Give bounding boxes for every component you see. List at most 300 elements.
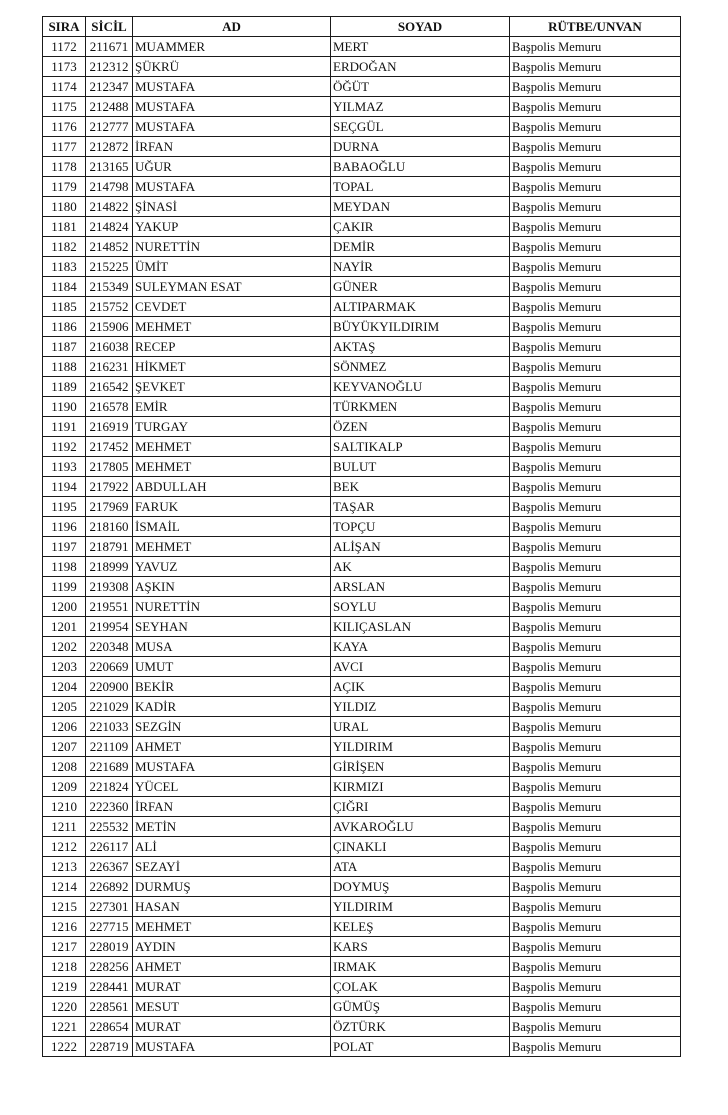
- table-row: [43, 117, 681, 137]
- cell-ad: METİN: [133, 817, 331, 837]
- cell-ad: MEHMET: [133, 437, 331, 457]
- cell-soyad: ÇAKIR: [331, 217, 510, 237]
- table-body: [43, 37, 681, 1057]
- cell-rutbe: Başpolis Memuru: [510, 677, 681, 697]
- cell-ad: KADİR: [133, 697, 331, 717]
- header-ad: AD: [133, 17, 331, 37]
- cell-sicil: 212777: [86, 117, 133, 137]
- cell-ad: MUSA: [133, 637, 331, 657]
- table-row: [43, 77, 681, 97]
- cell-soyad: ÇIĞRI: [331, 797, 510, 817]
- table-row: [43, 837, 681, 857]
- cell-rutbe: Başpolis Memuru: [510, 477, 681, 497]
- cell-rutbe: Başpolis Memuru: [510, 397, 681, 417]
- cell-ad: YAKUP: [133, 217, 331, 237]
- cell-ad: CEVDET: [133, 297, 331, 317]
- cell-rutbe: Başpolis Memuru: [510, 117, 681, 137]
- cell-ad: AŞKIN: [133, 577, 331, 597]
- cell-rutbe: Başpolis Memuru: [510, 917, 681, 937]
- cell-soyad: ERDOĞAN: [331, 57, 510, 77]
- personnel-list-document: [42, 16, 681, 1057]
- cell-rutbe: Başpolis Memuru: [510, 797, 681, 817]
- cell-rutbe: Başpolis Memuru: [510, 177, 681, 197]
- cell-sira: 1206: [43, 717, 86, 737]
- cell-sira: 1200: [43, 597, 86, 617]
- cell-ad: MUSTAFA: [133, 117, 331, 137]
- cell-rutbe: Başpolis Memuru: [510, 357, 681, 377]
- cell-rutbe: Başpolis Memuru: [510, 757, 681, 777]
- cell-ad: MEHMET: [133, 917, 331, 937]
- cell-ad: MESUT: [133, 997, 331, 1017]
- cell-sira: 1221: [43, 1017, 86, 1037]
- cell-ad: AHMET: [133, 737, 331, 757]
- cell-sira: 1210: [43, 797, 86, 817]
- cell-sira: 1204: [43, 677, 86, 697]
- cell-sicil: 228561: [86, 997, 133, 1017]
- cell-rutbe: Başpolis Memuru: [510, 837, 681, 857]
- cell-sira: 1220: [43, 997, 86, 1017]
- cell-sicil: 220669: [86, 657, 133, 677]
- cell-sira: 1209: [43, 777, 86, 797]
- cell-soyad: ATA: [331, 857, 510, 877]
- cell-sicil: 219551: [86, 597, 133, 617]
- cell-sicil: 215225: [86, 257, 133, 277]
- cell-ad: ALİ: [133, 837, 331, 857]
- cell-rutbe: Başpolis Memuru: [510, 817, 681, 837]
- cell-sicil: 216231: [86, 357, 133, 377]
- table-row: [43, 697, 681, 717]
- cell-sira: 1180: [43, 197, 86, 217]
- cell-soyad: GİRİŞEN: [331, 757, 510, 777]
- cell-soyad: URAL: [331, 717, 510, 737]
- cell-soyad: SÖNMEZ: [331, 357, 510, 377]
- personnel-table: [42, 16, 681, 1057]
- cell-sicil: 214798: [86, 177, 133, 197]
- table-header-row: [43, 17, 681, 37]
- cell-soyad: BÜYÜKYILDIRIM: [331, 317, 510, 337]
- table-row: [43, 637, 681, 657]
- cell-rutbe: Başpolis Memuru: [510, 957, 681, 977]
- cell-soyad: AVKAROĞLU: [331, 817, 510, 837]
- cell-sicil: 218160: [86, 517, 133, 537]
- cell-sira: 1182: [43, 237, 86, 257]
- table-row: [43, 397, 681, 417]
- cell-ad: MUSTAFA: [133, 757, 331, 777]
- cell-ad: SEZAYİ: [133, 857, 331, 877]
- cell-ad: MUSTAFA: [133, 177, 331, 197]
- cell-rutbe: Başpolis Memuru: [510, 517, 681, 537]
- cell-soyad: KIRMIZI: [331, 777, 510, 797]
- cell-sicil: 221029: [86, 697, 133, 717]
- cell-sira: 1201: [43, 617, 86, 637]
- cell-sira: 1217: [43, 937, 86, 957]
- cell-soyad: ALİŞAN: [331, 537, 510, 557]
- table-row: [43, 457, 681, 477]
- cell-soyad: BABAOĞLU: [331, 157, 510, 177]
- cell-soyad: YILDIRIM: [331, 737, 510, 757]
- cell-sira: 1198: [43, 557, 86, 577]
- cell-sicil: 215752: [86, 297, 133, 317]
- cell-rutbe: Başpolis Memuru: [510, 497, 681, 517]
- cell-rutbe: Başpolis Memuru: [510, 1017, 681, 1037]
- table-row: [43, 337, 681, 357]
- cell-soyad: ÖZTÜRK: [331, 1017, 510, 1037]
- cell-sicil: 216919: [86, 417, 133, 437]
- cell-rutbe: Başpolis Memuru: [510, 577, 681, 597]
- table-row: [43, 237, 681, 257]
- cell-soyad: SALTIKALP: [331, 437, 510, 457]
- cell-sicil: 213165: [86, 157, 133, 177]
- cell-sira: 1203: [43, 657, 86, 677]
- cell-rutbe: Başpolis Memuru: [510, 377, 681, 397]
- table-row: [43, 317, 681, 337]
- cell-rutbe: Başpolis Memuru: [510, 637, 681, 657]
- cell-sira: 1212: [43, 837, 86, 857]
- cell-sira: 1186: [43, 317, 86, 337]
- cell-soyad: DURNA: [331, 137, 510, 157]
- cell-ad: ŞÜKRÜ: [133, 57, 331, 77]
- table-row: [43, 557, 681, 577]
- cell-ad: BEKİR: [133, 677, 331, 697]
- cell-sicil: 226367: [86, 857, 133, 877]
- cell-rutbe: Başpolis Memuru: [510, 437, 681, 457]
- cell-rutbe: Başpolis Memuru: [510, 557, 681, 577]
- cell-rutbe: Başpolis Memuru: [510, 1037, 681, 1057]
- cell-sira: 1218: [43, 957, 86, 977]
- table-row: [43, 657, 681, 677]
- table-row: [43, 777, 681, 797]
- cell-sira: 1188: [43, 357, 86, 377]
- cell-ad: İRFAN: [133, 797, 331, 817]
- table-row: [43, 817, 681, 837]
- cell-rutbe: Başpolis Memuru: [510, 417, 681, 437]
- cell-soyad: KILIÇASLAN: [331, 617, 510, 637]
- cell-soyad: POLAT: [331, 1037, 510, 1057]
- cell-sicil: 221689: [86, 757, 133, 777]
- cell-rutbe: Başpolis Memuru: [510, 457, 681, 477]
- cell-ad: MEHMET: [133, 457, 331, 477]
- cell-sira: 1197: [43, 537, 86, 557]
- cell-sicil: 215906: [86, 317, 133, 337]
- table-row: [43, 1037, 681, 1057]
- cell-rutbe: Başpolis Memuru: [510, 157, 681, 177]
- cell-ad: MURAT: [133, 1017, 331, 1037]
- cell-sicil: 222360: [86, 797, 133, 817]
- cell-sicil: 226892: [86, 877, 133, 897]
- cell-rutbe: Başpolis Memuru: [510, 137, 681, 157]
- cell-sicil: 212312: [86, 57, 133, 77]
- cell-soyad: SOYLU: [331, 597, 510, 617]
- table-row: [43, 957, 681, 977]
- cell-soyad: TÜRKMEN: [331, 397, 510, 417]
- table-row: [43, 737, 681, 757]
- cell-sira: 1174: [43, 77, 86, 97]
- cell-soyad: TOPÇU: [331, 517, 510, 537]
- table-row: [43, 937, 681, 957]
- cell-sira: 1219: [43, 977, 86, 997]
- cell-soyad: KELEŞ: [331, 917, 510, 937]
- cell-ad: MUAMMER: [133, 37, 331, 57]
- cell-sicil: 219308: [86, 577, 133, 597]
- cell-sira: 1213: [43, 857, 86, 877]
- cell-soyad: BEK: [331, 477, 510, 497]
- cell-soyad: YILMAZ: [331, 97, 510, 117]
- table-row: [43, 37, 681, 57]
- cell-sira: 1199: [43, 577, 86, 597]
- cell-rutbe: Başpolis Memuru: [510, 597, 681, 617]
- cell-sicil: 226117: [86, 837, 133, 857]
- cell-ad: MUSTAFA: [133, 77, 331, 97]
- cell-sicil: 217805: [86, 457, 133, 477]
- cell-soyad: TOPAL: [331, 177, 510, 197]
- table-row: [43, 297, 681, 317]
- cell-sicil: 227301: [86, 897, 133, 917]
- cell-soyad: YILDIZ: [331, 697, 510, 717]
- cell-sicil: 212872: [86, 137, 133, 157]
- cell-ad: UMUT: [133, 657, 331, 677]
- cell-sira: 1195: [43, 497, 86, 517]
- cell-sira: 1175: [43, 97, 86, 117]
- cell-sicil: 214822: [86, 197, 133, 217]
- cell-sira: 1208: [43, 757, 86, 777]
- cell-ad: TURGAY: [133, 417, 331, 437]
- cell-soyad: ÖZEN: [331, 417, 510, 437]
- cell-sira: 1193: [43, 457, 86, 477]
- cell-rutbe: Başpolis Memuru: [510, 297, 681, 317]
- cell-rutbe: Başpolis Memuru: [510, 737, 681, 757]
- table-row: [43, 517, 681, 537]
- cell-sicil: 221824: [86, 777, 133, 797]
- cell-sira: 1176: [43, 117, 86, 137]
- cell-sira: 1189: [43, 377, 86, 397]
- table-row: [43, 437, 681, 457]
- cell-sicil: 216038: [86, 337, 133, 357]
- cell-sicil: 220348: [86, 637, 133, 657]
- cell-sicil: 227715: [86, 917, 133, 937]
- table-row: [43, 377, 681, 397]
- cell-sicil: 217922: [86, 477, 133, 497]
- cell-soyad: KAYA: [331, 637, 510, 657]
- table-row: [43, 677, 681, 697]
- cell-ad: ŞEVKET: [133, 377, 331, 397]
- cell-ad: ŞİNASİ: [133, 197, 331, 217]
- header-sicil: SİCİL: [86, 17, 133, 37]
- table-row: [43, 877, 681, 897]
- cell-sicil: 212347: [86, 77, 133, 97]
- cell-sira: 1185: [43, 297, 86, 317]
- table-row: [43, 357, 681, 377]
- cell-rutbe: Başpolis Memuru: [510, 777, 681, 797]
- cell-soyad: ÖĞÜT: [331, 77, 510, 97]
- cell-soyad: MEYDAN: [331, 197, 510, 217]
- table-row: [43, 617, 681, 637]
- table-row: [43, 197, 681, 217]
- cell-sira: 1173: [43, 57, 86, 77]
- cell-rutbe: Başpolis Memuru: [510, 337, 681, 357]
- cell-ad: UĞUR: [133, 157, 331, 177]
- cell-sira: 1178: [43, 157, 86, 177]
- cell-rutbe: Başpolis Memuru: [510, 617, 681, 637]
- cell-soyad: NAYİR: [331, 257, 510, 277]
- cell-rutbe: Başpolis Memuru: [510, 237, 681, 257]
- cell-ad: HİKMET: [133, 357, 331, 377]
- cell-sicil: 218999: [86, 557, 133, 577]
- table-row: [43, 757, 681, 777]
- cell-rutbe: Başpolis Memuru: [510, 997, 681, 1017]
- cell-sicil: 220900: [86, 677, 133, 697]
- cell-rutbe: Başpolis Memuru: [510, 97, 681, 117]
- table-row: [43, 977, 681, 997]
- cell-rutbe: Başpolis Memuru: [510, 977, 681, 997]
- cell-ad: MUSTAFA: [133, 97, 331, 117]
- cell-ad: EMİR: [133, 397, 331, 417]
- cell-rutbe: Başpolis Memuru: [510, 257, 681, 277]
- cell-rutbe: Başpolis Memuru: [510, 877, 681, 897]
- cell-rutbe: Başpolis Memuru: [510, 277, 681, 297]
- cell-ad: DURMUŞ: [133, 877, 331, 897]
- cell-sira: 1196: [43, 517, 86, 537]
- cell-ad: AHMET: [133, 957, 331, 977]
- cell-sicil: 217452: [86, 437, 133, 457]
- cell-sicil: 215349: [86, 277, 133, 297]
- table-row: [43, 157, 681, 177]
- cell-sicil: 214852: [86, 237, 133, 257]
- cell-soyad: KEYVANOĞLU: [331, 377, 510, 397]
- table-row: [43, 917, 681, 937]
- table-row: [43, 477, 681, 497]
- cell-ad: SULEYMAN ESAT: [133, 277, 331, 297]
- cell-sicil: 217969: [86, 497, 133, 517]
- cell-sicil: 228019: [86, 937, 133, 957]
- cell-sicil: 218791: [86, 537, 133, 557]
- table-row: [43, 857, 681, 877]
- cell-sicil: 214824: [86, 217, 133, 237]
- table-row: [43, 97, 681, 117]
- cell-rutbe: Başpolis Memuru: [510, 697, 681, 717]
- cell-sicil: 221109: [86, 737, 133, 757]
- cell-sira: 1222: [43, 1037, 86, 1057]
- cell-sira: 1194: [43, 477, 86, 497]
- table-row: [43, 177, 681, 197]
- cell-sira: 1184: [43, 277, 86, 297]
- cell-soyad: AVCI: [331, 657, 510, 677]
- cell-sicil: 225532: [86, 817, 133, 837]
- cell-ad: MEHMET: [133, 537, 331, 557]
- cell-sira: 1183: [43, 257, 86, 277]
- cell-soyad: MERT: [331, 37, 510, 57]
- table-row: [43, 217, 681, 237]
- header-soyad: SOYAD: [331, 17, 510, 37]
- cell-sira: 1181: [43, 217, 86, 237]
- table-row: [43, 417, 681, 437]
- header-sira: SIRA: [43, 17, 86, 37]
- cell-rutbe: Başpolis Memuru: [510, 537, 681, 557]
- cell-sira: 1172: [43, 37, 86, 57]
- cell-soyad: AÇIK: [331, 677, 510, 697]
- cell-soyad: BULUT: [331, 457, 510, 477]
- cell-sicil: 228441: [86, 977, 133, 997]
- cell-sira: 1187: [43, 337, 86, 357]
- cell-soyad: GÜNER: [331, 277, 510, 297]
- cell-rutbe: Başpolis Memuru: [510, 657, 681, 677]
- cell-ad: ABDULLAH: [133, 477, 331, 497]
- cell-soyad: DOYMUŞ: [331, 877, 510, 897]
- cell-sira: 1214: [43, 877, 86, 897]
- table-row: [43, 597, 681, 617]
- table-row: [43, 577, 681, 597]
- cell-soyad: AK: [331, 557, 510, 577]
- cell-rutbe: Başpolis Memuru: [510, 57, 681, 77]
- cell-soyad: ARSLAN: [331, 577, 510, 597]
- cell-rutbe: Başpolis Memuru: [510, 897, 681, 917]
- table-row: [43, 57, 681, 77]
- cell-sicil: 216542: [86, 377, 133, 397]
- cell-ad: FARUK: [133, 497, 331, 517]
- cell-sicil: 211671: [86, 37, 133, 57]
- cell-rutbe: Başpolis Memuru: [510, 857, 681, 877]
- cell-soyad: DEMİR: [331, 237, 510, 257]
- cell-sira: 1205: [43, 697, 86, 717]
- table-row: [43, 897, 681, 917]
- cell-sicil: 212488: [86, 97, 133, 117]
- cell-ad: SEYHAN: [133, 617, 331, 637]
- cell-ad: YAVUZ: [133, 557, 331, 577]
- cell-sira: 1179: [43, 177, 86, 197]
- cell-ad: RECEP: [133, 337, 331, 357]
- cell-sira: 1190: [43, 397, 86, 417]
- table-row: [43, 257, 681, 277]
- cell-sicil: 216578: [86, 397, 133, 417]
- cell-ad: NURETTİN: [133, 237, 331, 257]
- cell-rutbe: Başpolis Memuru: [510, 37, 681, 57]
- cell-sicil: 228719: [86, 1037, 133, 1057]
- cell-soyad: ÇINAKLI: [331, 837, 510, 857]
- cell-soyad: AKTAŞ: [331, 337, 510, 357]
- table-row: [43, 497, 681, 517]
- cell-soyad: YILDIRIM: [331, 897, 510, 917]
- cell-soyad: ALTIPARMAK: [331, 297, 510, 317]
- cell-soyad: GÜMÜŞ: [331, 997, 510, 1017]
- cell-ad: İSMAİL: [133, 517, 331, 537]
- cell-rutbe: Başpolis Memuru: [510, 717, 681, 737]
- cell-ad: SEZGİN: [133, 717, 331, 737]
- cell-ad: MUSTAFA: [133, 1037, 331, 1057]
- cell-ad: YÜCEL: [133, 777, 331, 797]
- table-row: [43, 797, 681, 817]
- cell-rutbe: Başpolis Memuru: [510, 197, 681, 217]
- cell-sira: 1191: [43, 417, 86, 437]
- header-rutbe: RÜTBE/UNVAN: [510, 17, 681, 37]
- cell-ad: İRFAN: [133, 137, 331, 157]
- cell-sira: 1207: [43, 737, 86, 757]
- cell-sira: 1177: [43, 137, 86, 157]
- cell-soyad: IRMAK: [331, 957, 510, 977]
- cell-ad: MURAT: [133, 977, 331, 997]
- cell-ad: AYDIN: [133, 937, 331, 957]
- cell-sira: 1211: [43, 817, 86, 837]
- cell-sicil: 228654: [86, 1017, 133, 1037]
- cell-ad: ÜMİT: [133, 257, 331, 277]
- cell-soyad: TAŞAR: [331, 497, 510, 517]
- table-row: [43, 997, 681, 1017]
- cell-sira: 1215: [43, 897, 86, 917]
- cell-sira: 1216: [43, 917, 86, 937]
- table-row: [43, 717, 681, 737]
- cell-sicil: 219954: [86, 617, 133, 637]
- cell-soyad: SEÇGÜL: [331, 117, 510, 137]
- cell-rutbe: Başpolis Memuru: [510, 937, 681, 957]
- cell-sira: 1192: [43, 437, 86, 457]
